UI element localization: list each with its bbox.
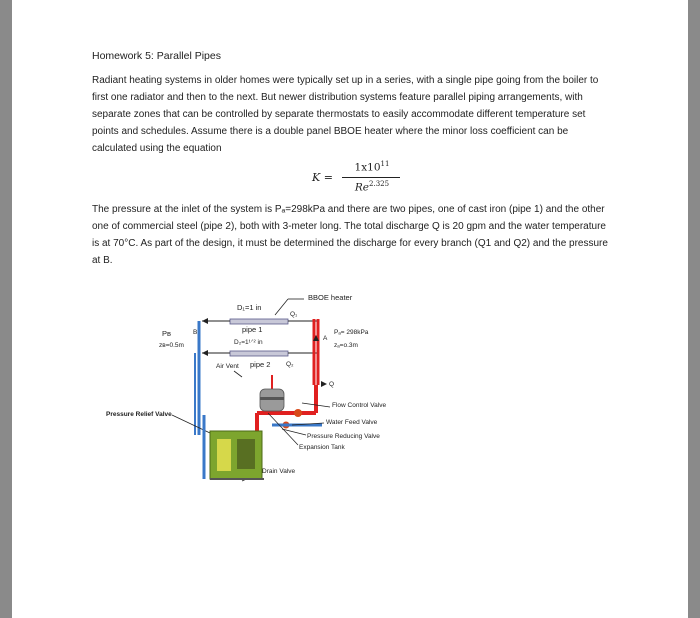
pipe-2-label: pipe 2 [250, 360, 271, 369]
equation-lhs: K = [312, 171, 333, 184]
boiler-panel [217, 439, 231, 471]
pipe-2-flow-arrow [202, 350, 208, 356]
pressure-relief-valve-label: Pressure Relief Valve [106, 411, 172, 418]
equation-numerator: $1x10^{11}$ [354, 160, 390, 174]
q-label: Q [329, 381, 335, 388]
zb-label: zʙ=0.5m [159, 342, 184, 349]
pb-label: Pʙ [162, 329, 171, 338]
problem-paragraph: The pressure at the inlet of the system is Pₐ=298kPa and there are two pipes, one of cast iron (pipe 1) and the other one of commercial steel (pipe 2), both with 3-meter long. The total discharge Q is 20 gpm and the water temperature is at 70°C. As part of the design, it must be determined the discharge for every branch (Q1 and Q2) and the pressure at B. [92, 204, 608, 266]
boiler-front [237, 439, 255, 469]
d1-label: D₁=1 in [237, 303, 262, 312]
pressure-reducing-valve-label: Pressure Reducing Valve [307, 433, 380, 440]
pipe-1-label: pipe 1 [242, 325, 263, 334]
piping-schematic [92, 285, 412, 515]
expansion-tank-pointer [268, 413, 298, 445]
pa-label: Pₐ= 298kPa [334, 329, 369, 336]
bboe-heater-label: BBOE heater [308, 293, 353, 302]
pipe-1-flow-arrow [202, 318, 208, 324]
drain-valve-label: Drain Valve [262, 468, 296, 475]
pipe-1 [230, 319, 288, 324]
minor-loss-equation [312, 160, 432, 200]
q2-label: Q₂ [286, 361, 294, 368]
water-feed-valve-label: Water Feed Valve [326, 419, 378, 426]
air-vent-label: Air Vent [216, 363, 239, 370]
expansion-tank-label: Expansion Tank [299, 444, 345, 451]
a-label: A [323, 335, 328, 342]
za-label: zₐ=o.3m [334, 342, 358, 349]
q-arrow [321, 381, 327, 387]
expansion-tank-band [260, 397, 284, 400]
equation-denominator: $Re^{2.325}$ [354, 180, 390, 194]
heating-system-diagram [92, 285, 412, 515]
q1-label: Q₁ [290, 311, 298, 318]
document-page [12, 0, 688, 618]
b-label: B [193, 329, 198, 336]
flow-control-valve [294, 409, 302, 417]
heater-pointer [275, 299, 288, 315]
air-vent-pointer [234, 371, 242, 377]
page-title: Homework 5: Parallel Pipes [92, 50, 221, 62]
flow-control-valve-label: Flow Control Valve [332, 402, 387, 409]
fraction-bar [342, 177, 400, 178]
intro-paragraph: Radiant heating systems in older homes were typically set up in a series, with a single pipe going from the boiler to first one radiator and then to the next. But newer distribution systems feature parallel piping arrangements, with separate zones that can be controlled by separate thermostats to easily accommodate different temperature set points and schedules. Assume there is a double panel BBOE heater where the minor loss coefficient can be calculated using the equation [92, 75, 599, 154]
pipe-2 [230, 351, 288, 356]
d2-label: D₂=1¹ᐟ² in [234, 339, 263, 346]
